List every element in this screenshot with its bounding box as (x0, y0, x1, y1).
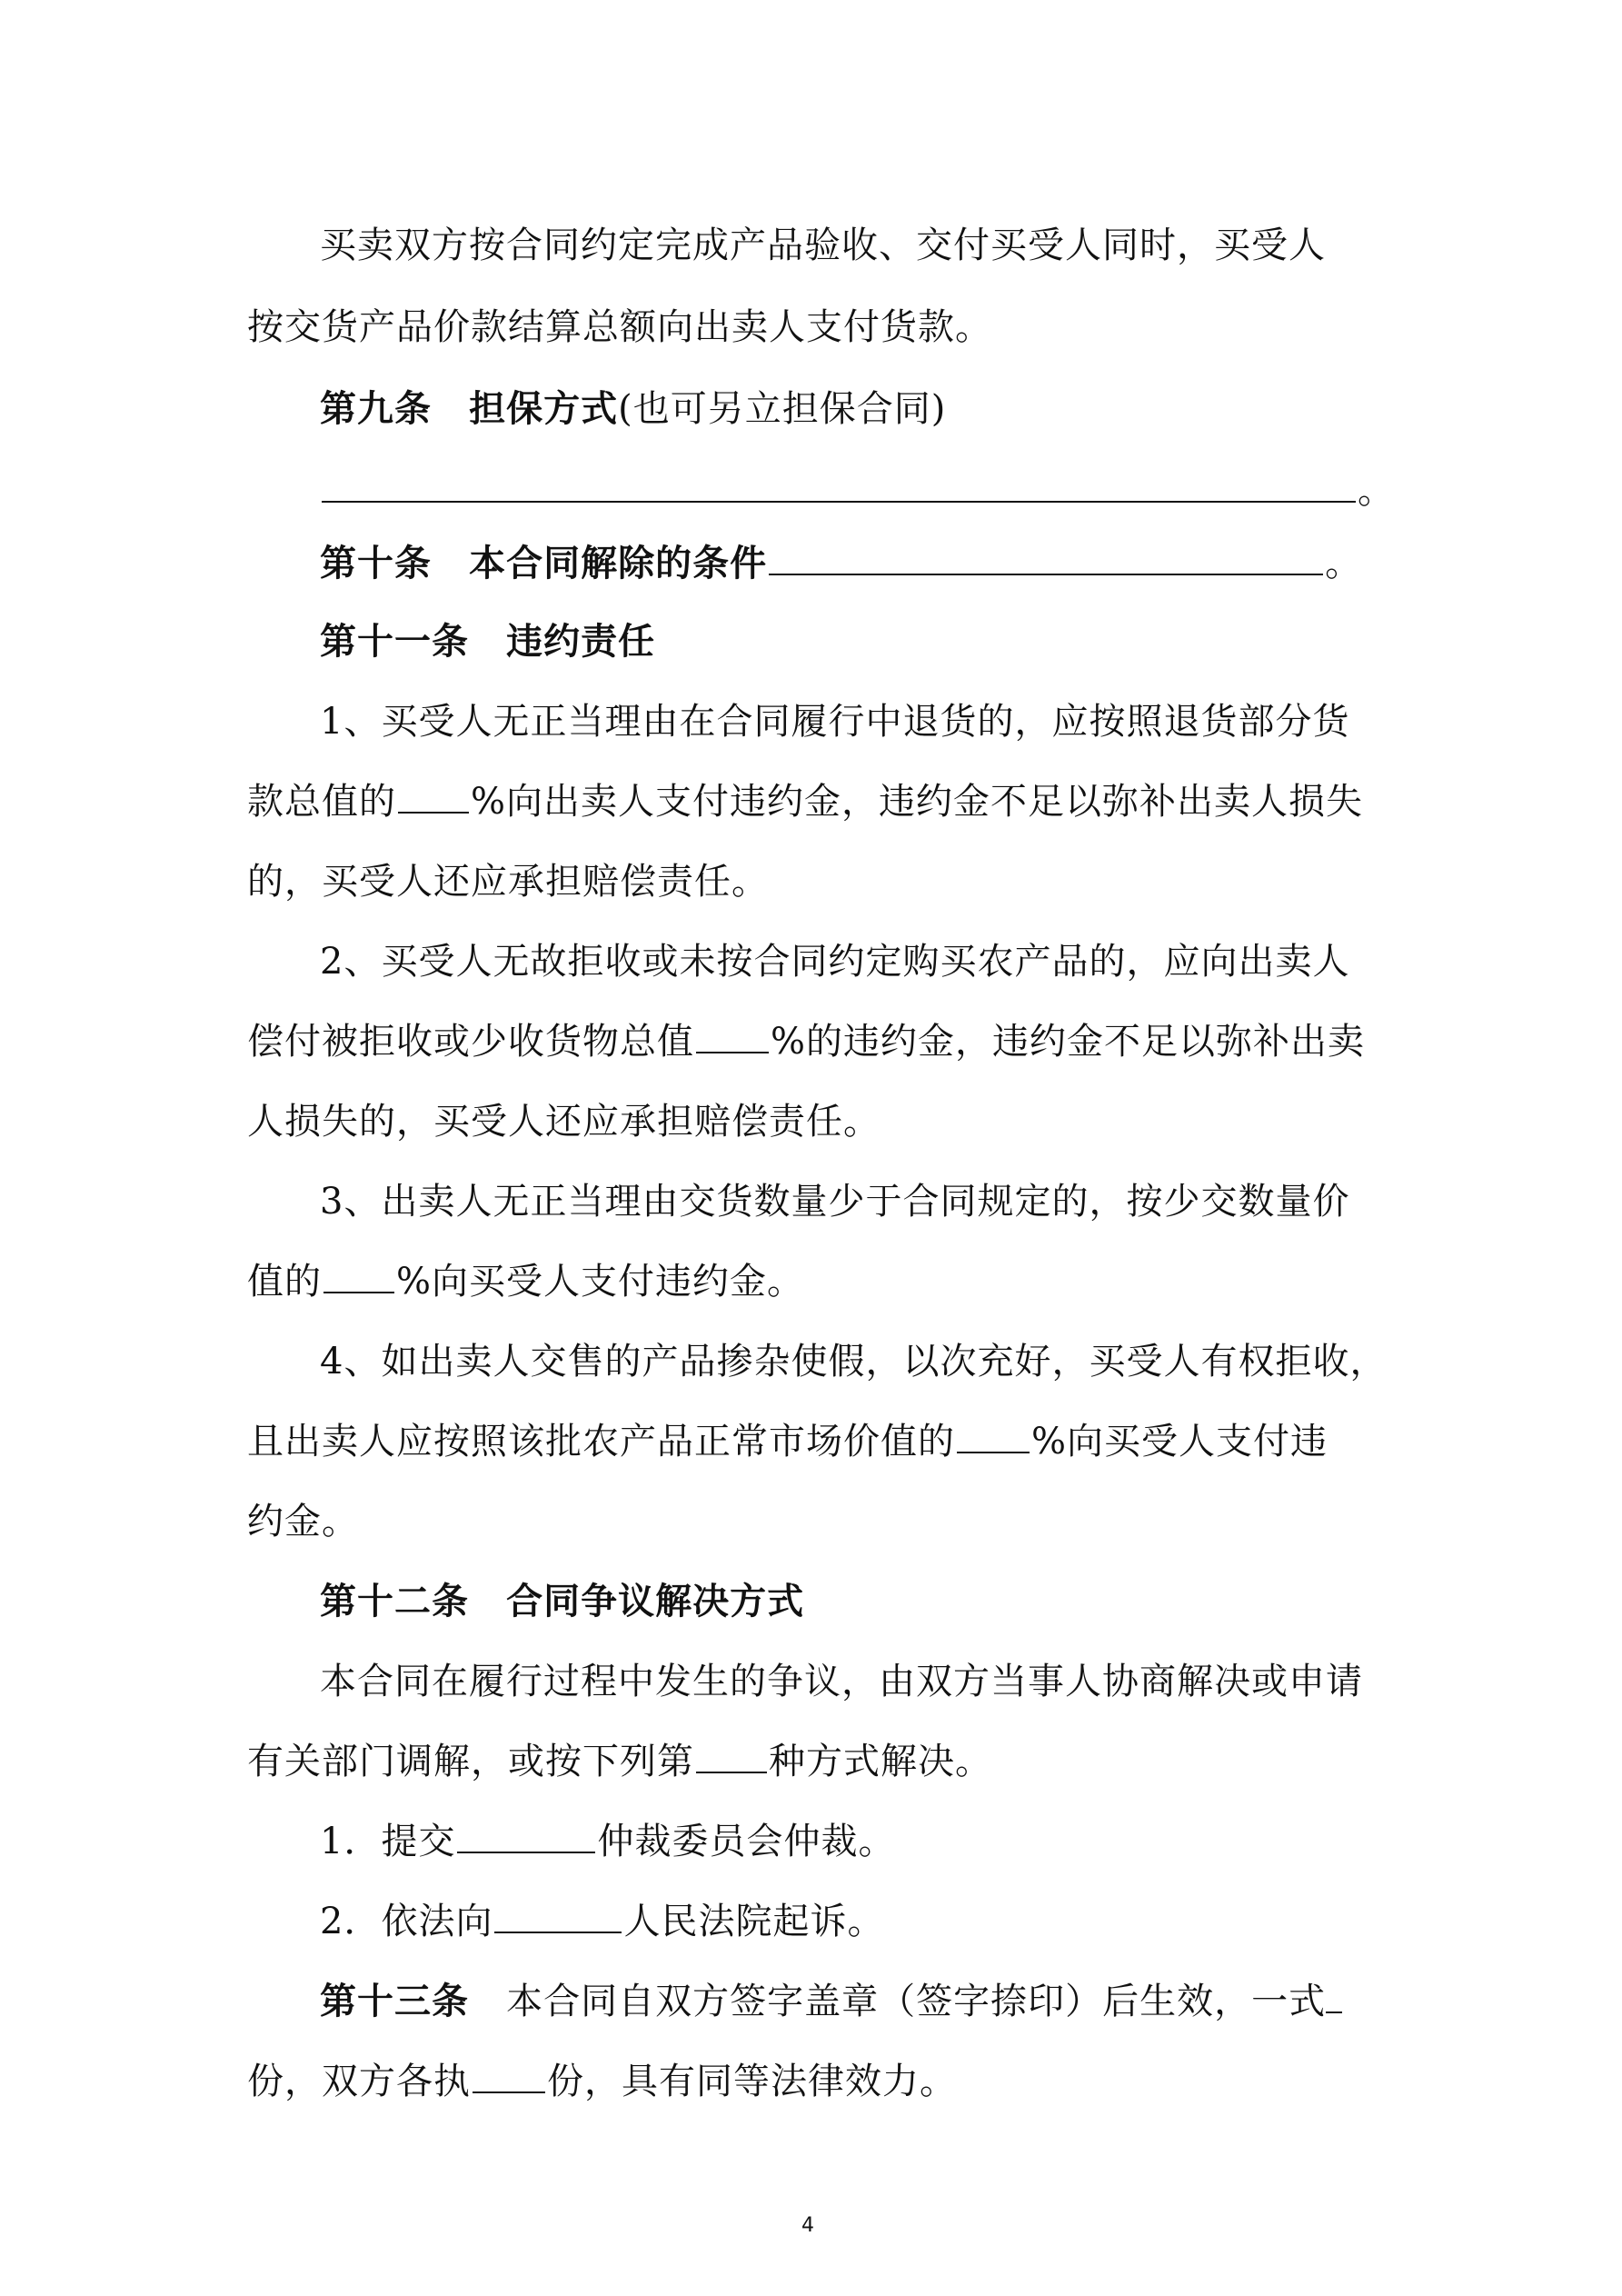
period: 。 (1325, 543, 1363, 584)
clause-text: 值的 (247, 1261, 322, 1303)
article-12-number: 第十二条 (320, 1580, 469, 1622)
clause-line: 1、买受人无正当理由在合同履行中退货的，应按照退货部分货 (320, 701, 1350, 743)
article-9-number: 第九条 (320, 387, 432, 430)
clause-text: 款总值的 (247, 781, 396, 823)
article-9-title: 担保方式 (469, 387, 619, 430)
clause-text: 偿付被拒收或少收货物总值 (247, 1021, 694, 1063)
blank-field[interactable] (398, 781, 469, 814)
article-9-note: (也可另立担保合同) (618, 388, 947, 430)
option-line (320, 1820, 895, 1863)
blank-field[interactable] (473, 2061, 545, 2093)
clause-text: 份，具有同等法律效力。 (547, 2061, 957, 2102)
article-13-heading (320, 1980, 1344, 2023)
clause-line: 4、如出卖人交售的产品掺杂使假，以次充好，买受人有权拒收， (320, 1341, 1388, 1383)
clause-text: 份，双方各执 (247, 2061, 471, 2102)
article-11-title: 违约责任 (506, 620, 656, 663)
paragraph-line: 按交货产品价款结算总额向出卖人支付货款。 (247, 306, 992, 348)
clause-line: 2、买受人无故拒收或未按合同约定购买农产品的，应向出卖人 (320, 941, 1350, 983)
article-13-body: 本合同自双方签字盖章（签字捺印）后生效，一式 (506, 1981, 1327, 2022)
article-11-heading (320, 620, 655, 664)
option-text: 人民法院起诉。 (623, 1901, 885, 1942)
clause-text: %的违约金，违约金不足以弥补出卖 (771, 1021, 1366, 1063)
clause-line: 的，买受人还应承担赔偿责任。 (247, 861, 769, 903)
blank-field[interactable] (323, 1261, 394, 1293)
article-10-heading (320, 542, 1362, 585)
clause-text: %向买受人支付违约金。 (396, 1261, 805, 1303)
clause-line: 约金。 (247, 1501, 359, 1542)
blank-field[interactable] (494, 1901, 622, 1933)
article-9-heading (320, 387, 946, 431)
clause-line (247, 2060, 957, 2103)
clause-text: %向买受人支付违 (1031, 1421, 1328, 1462)
blank-field[interactable] (696, 1741, 767, 1773)
clause-text: 种方式解决。 (769, 1741, 992, 1782)
blank-field[interactable] (957, 1421, 1030, 1453)
blank-field[interactable] (769, 543, 1323, 575)
blank-field[interactable] (1326, 1981, 1342, 2013)
clause-line: 3、出卖人无正当理由交货数量少于合同规定的，按少交数量价 (320, 1181, 1350, 1223)
clause-line (247, 1020, 1365, 1063)
option-text: 1．提交 (320, 1821, 456, 1862)
clause-line: 人损失的，买受人还应承担赔偿责任。 (247, 1101, 881, 1143)
option-line (320, 1900, 884, 1943)
blank-field[interactable] (457, 1821, 595, 1853)
paragraph-line: 买卖双方按合同约定完成产品验收、交付买受人同时，买受人 (320, 225, 1326, 266)
article-10-number: 第十条 (320, 542, 432, 584)
article-12-heading (320, 1580, 804, 1623)
clause-line (247, 1420, 1328, 1463)
article-10-title: 本合同解除的条件 (469, 542, 768, 584)
option-text: 仲裁委员会仲裁。 (597, 1821, 896, 1862)
clause-line (247, 1260, 804, 1303)
page-number: 4 (801, 2214, 814, 2237)
article-12-title: 合同争议解决方式 (506, 1580, 805, 1622)
blank-field[interactable] (322, 470, 1356, 503)
clause-text: %向出卖人支付违约金，违约金不足以弥补出卖人损失 (471, 781, 1364, 823)
clause-line (247, 1740, 992, 1783)
clause-text: 且出卖人应按照该批农产品正常市场价值的 (247, 1421, 955, 1462)
period: 。 (1358, 470, 1395, 512)
article-9-fill-line (320, 469, 1395, 513)
clause-text: 有关部门调解，或按下列第 (247, 1741, 694, 1782)
option-text: 2．依法向 (320, 1901, 493, 1942)
article-11-number: 第十一条 (320, 620, 469, 663)
clause-line (247, 780, 1363, 824)
article-13-number: 第十三条 (320, 1980, 469, 2022)
blank-field[interactable] (696, 1021, 769, 1053)
clause-line: 本合同在履行过程中发生的争议，由双方当事人协商解决或申请 (320, 1661, 1363, 1702)
